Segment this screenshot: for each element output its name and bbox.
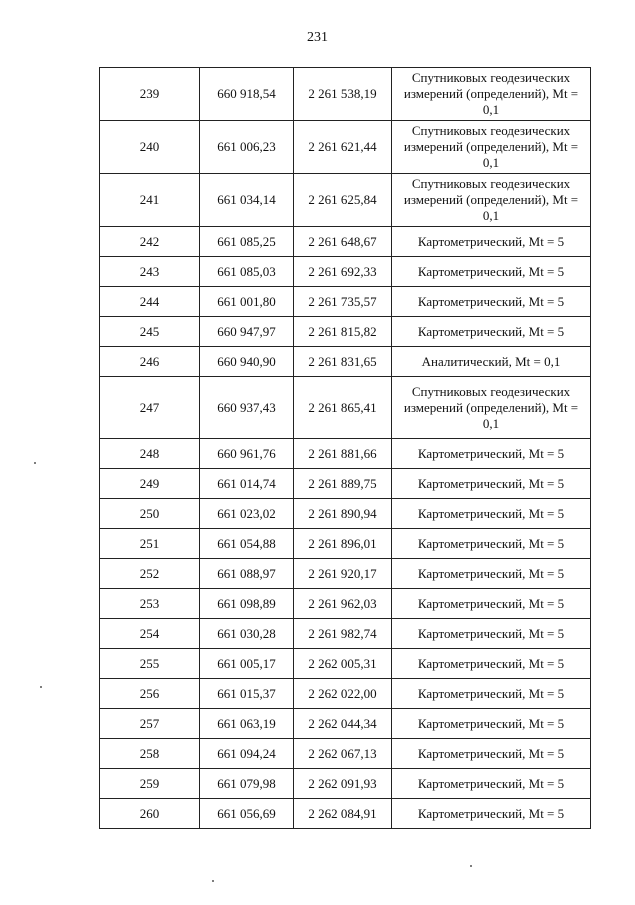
y-coordinate-cell: 2 261 815,82 bbox=[294, 317, 392, 347]
table-row bbox=[100, 529, 591, 559]
method-cell: Картометрический, Mt = 5 bbox=[392, 589, 591, 619]
y-coordinate-cell: 2 261 920,17 bbox=[294, 559, 392, 589]
method-cell: Картометрический, Mt = 5 bbox=[392, 317, 591, 347]
x-coordinate-cell: 661 085,25 bbox=[200, 227, 294, 257]
table-row bbox=[100, 68, 591, 121]
scan-speck bbox=[470, 865, 472, 867]
method-cell: Картометрический, Mt = 5 bbox=[392, 499, 591, 529]
point-number-cell: 254 bbox=[100, 619, 200, 649]
x-coordinate-cell: 661 034,14 bbox=[200, 174, 294, 227]
x-coordinate-cell: 661 015,37 bbox=[200, 679, 294, 709]
x-coordinate-cell: 660 937,43 bbox=[200, 377, 294, 439]
method-cell: Спутниковых геодезических измерений (определений), Mt = 0,1 bbox=[392, 377, 591, 439]
point-number-cell: 239 bbox=[100, 68, 200, 121]
table-row bbox=[100, 559, 591, 589]
method-cell: Картометрический, Mt = 5 bbox=[392, 619, 591, 649]
y-coordinate-cell: 2 261 865,41 bbox=[294, 377, 392, 439]
method-cell: Картометрический, Mt = 5 bbox=[392, 257, 591, 287]
x-coordinate-cell: 660 940,90 bbox=[200, 347, 294, 377]
x-coordinate-cell: 661 023,02 bbox=[200, 499, 294, 529]
y-coordinate-cell: 2 262 084,91 bbox=[294, 799, 392, 829]
y-coordinate-cell: 2 261 538,19 bbox=[294, 68, 392, 121]
y-coordinate-cell: 2 261 889,75 bbox=[294, 469, 392, 499]
y-coordinate-cell: 2 262 022,00 bbox=[294, 679, 392, 709]
method-cell: Спутниковых геодезических измерений (определений), Mt = 0,1 bbox=[392, 174, 591, 227]
method-cell: Картометрический, Mt = 5 bbox=[392, 469, 591, 499]
point-number-cell: 248 bbox=[100, 439, 200, 469]
x-coordinate-cell: 660 918,54 bbox=[200, 68, 294, 121]
method-cell: Спутниковых геодезических измерений (определений), Mt = 0,1 bbox=[392, 68, 591, 121]
y-coordinate-cell: 2 262 044,34 bbox=[294, 709, 392, 739]
point-number-cell: 257 bbox=[100, 709, 200, 739]
method-cell: Картометрический, Mt = 5 bbox=[392, 799, 591, 829]
point-number-cell: 243 bbox=[100, 257, 200, 287]
x-coordinate-cell: 661 030,28 bbox=[200, 619, 294, 649]
point-number-cell: 259 bbox=[100, 769, 200, 799]
point-number-cell: 255 bbox=[100, 649, 200, 679]
point-number-cell: 241 bbox=[100, 174, 200, 227]
x-coordinate-cell: 661 001,80 bbox=[200, 287, 294, 317]
table-row bbox=[100, 174, 591, 227]
x-coordinate-cell: 661 079,98 bbox=[200, 769, 294, 799]
table-row bbox=[100, 589, 591, 619]
x-coordinate-cell: 661 063,19 bbox=[200, 709, 294, 739]
point-number-cell: 258 bbox=[100, 739, 200, 769]
y-coordinate-cell: 2 261 962,03 bbox=[294, 589, 392, 619]
table-row bbox=[100, 347, 591, 377]
table-row bbox=[100, 469, 591, 499]
y-coordinate-cell: 2 262 091,93 bbox=[294, 769, 392, 799]
scan-speck bbox=[212, 880, 214, 882]
point-number-cell: 244 bbox=[100, 287, 200, 317]
x-coordinate-cell: 660 947,97 bbox=[200, 317, 294, 347]
y-coordinate-cell: 2 261 625,84 bbox=[294, 174, 392, 227]
table-row bbox=[100, 377, 591, 439]
table-row bbox=[100, 317, 591, 347]
method-cell: Картометрический, Mt = 5 bbox=[392, 287, 591, 317]
y-coordinate-cell: 2 262 005,31 bbox=[294, 649, 392, 679]
x-coordinate-cell: 661 054,88 bbox=[200, 529, 294, 559]
y-coordinate-cell: 2 261 982,74 bbox=[294, 619, 392, 649]
y-coordinate-cell: 2 261 831,65 bbox=[294, 347, 392, 377]
point-number-cell: 249 bbox=[100, 469, 200, 499]
point-number-cell: 250 bbox=[100, 499, 200, 529]
point-number-cell: 256 bbox=[100, 679, 200, 709]
x-coordinate-cell: 661 098,89 bbox=[200, 589, 294, 619]
y-coordinate-cell: 2 261 648,67 bbox=[294, 227, 392, 257]
scan-speck bbox=[34, 462, 36, 464]
method-cell: Картометрический, Mt = 5 bbox=[392, 559, 591, 589]
table-row bbox=[100, 257, 591, 287]
table-row bbox=[100, 287, 591, 317]
method-cell: Картометрический, Mt = 5 bbox=[392, 439, 591, 469]
table-row bbox=[100, 769, 591, 799]
y-coordinate-cell: 2 261 881,66 bbox=[294, 439, 392, 469]
method-cell: Картометрический, Mt = 5 bbox=[392, 529, 591, 559]
page-number: 231 bbox=[307, 30, 328, 45]
table-row bbox=[100, 709, 591, 739]
y-coordinate-cell: 2 262 067,13 bbox=[294, 739, 392, 769]
scan-speck bbox=[40, 686, 42, 688]
x-coordinate-cell: 661 056,69 bbox=[200, 799, 294, 829]
y-coordinate-cell: 2 261 735,57 bbox=[294, 287, 392, 317]
x-coordinate-cell: 660 961,76 bbox=[200, 439, 294, 469]
y-coordinate-cell: 2 261 890,94 bbox=[294, 499, 392, 529]
coordinates-table bbox=[99, 67, 591, 829]
x-coordinate-cell: 661 088,97 bbox=[200, 559, 294, 589]
point-number-cell: 245 bbox=[100, 317, 200, 347]
method-cell: Картометрический, Mt = 5 bbox=[392, 769, 591, 799]
x-coordinate-cell: 661 006,23 bbox=[200, 121, 294, 174]
method-cell: Картометрический, Mt = 5 bbox=[392, 227, 591, 257]
x-coordinate-cell: 661 005,17 bbox=[200, 649, 294, 679]
x-coordinate-cell: 661 094,24 bbox=[200, 739, 294, 769]
method-cell: Картометрический, Mt = 5 bbox=[392, 739, 591, 769]
method-cell: Картометрический, Mt = 5 bbox=[392, 709, 591, 739]
point-number-cell: 242 bbox=[100, 227, 200, 257]
table-row bbox=[100, 739, 591, 769]
method-cell: Картометрический, Mt = 5 bbox=[392, 649, 591, 679]
table-row bbox=[100, 499, 591, 529]
method-cell: Картометрический, Mt = 5 bbox=[392, 679, 591, 709]
point-number-cell: 247 bbox=[100, 377, 200, 439]
point-number-cell: 253 bbox=[100, 589, 200, 619]
point-number-cell: 260 bbox=[100, 799, 200, 829]
point-number-cell: 252 bbox=[100, 559, 200, 589]
point-number-cell: 246 bbox=[100, 347, 200, 377]
y-coordinate-cell: 2 261 621,44 bbox=[294, 121, 392, 174]
y-coordinate-cell: 2 261 896,01 bbox=[294, 529, 392, 559]
point-number-cell: 251 bbox=[100, 529, 200, 559]
point-number-cell: 240 bbox=[100, 121, 200, 174]
table-row bbox=[100, 619, 591, 649]
table-row bbox=[100, 649, 591, 679]
y-coordinate-cell: 2 261 692,33 bbox=[294, 257, 392, 287]
table-row bbox=[100, 227, 591, 257]
x-coordinate-cell: 661 014,74 bbox=[200, 469, 294, 499]
table-row bbox=[100, 679, 591, 709]
x-coordinate-cell: 661 085,03 bbox=[200, 257, 294, 287]
method-cell: Аналитический, Mt = 0,1 bbox=[392, 347, 591, 377]
table-row bbox=[100, 439, 591, 469]
method-cell: Спутниковых геодезических измерений (определений), Mt = 0,1 bbox=[392, 121, 591, 174]
table-row bbox=[100, 799, 591, 829]
table-row bbox=[100, 121, 591, 174]
